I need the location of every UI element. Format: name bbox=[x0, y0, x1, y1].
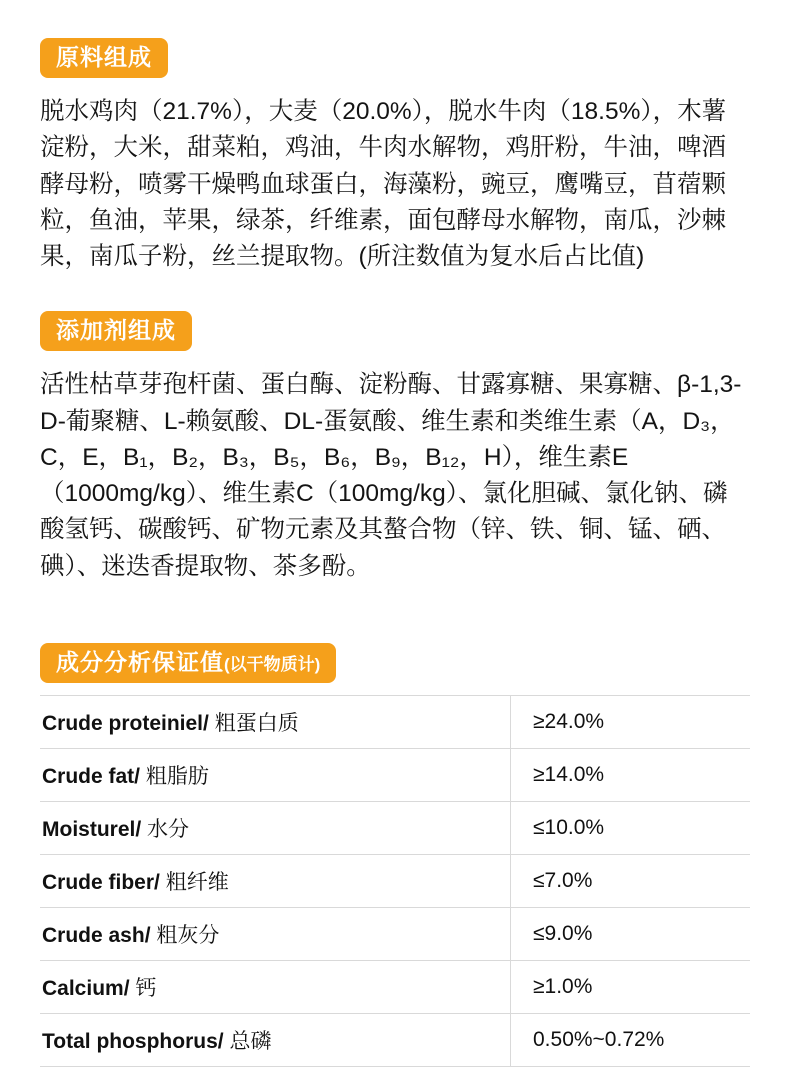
analysis-row-label-zh: 粗蛋白质 bbox=[208, 711, 299, 735]
analysis-row-label-en: Total phosphorus/ bbox=[42, 1029, 224, 1053]
analysis-row-label-en: Moisturel/ bbox=[42, 817, 142, 841]
ingredients-body-text: 脱水鸡肉（21.7%），大麦（20.0%），脱水牛肉（18.5%），木薯淀粉，大米，甜菜粕，鸡油，牛肉水解物，鸡肝粉，牛油，啤酒酵母粉，喷雾干燥鸭血球蛋白，海藻粉，豌豆，鹰嘴豆，苜蓿颗粒，鱼油，苹果，绿茶，纤维素，面包酵母水解物，南瓜，沙棘果，南瓜子粉，丝兰提取物。(所注数值为复水后占比值) bbox=[40, 98, 727, 270]
analysis-row-label-en: Crude fat/ bbox=[42, 764, 141, 788]
section-analysis bbox=[40, 643, 750, 1067]
additives-heading-text: 添加剂组成 bbox=[56, 317, 176, 344]
analysis-row-value: 0.50%~0.72% bbox=[511, 1013, 751, 1066]
analysis-row-label-en: Crude ash/ bbox=[42, 923, 151, 947]
analysis-row-value: ≤7.0% bbox=[511, 854, 751, 907]
analysis-row-value: ≤10.0% bbox=[511, 801, 751, 854]
table-row bbox=[40, 854, 750, 907]
analysis-heading-subtext: (以干物质计) bbox=[224, 654, 321, 674]
section-ingredients bbox=[40, 38, 750, 275]
analysis-row-label-en: Crude proteiniel/ bbox=[42, 711, 209, 735]
table-row bbox=[40, 1013, 750, 1066]
analysis-row-label-zh: 钙 bbox=[129, 976, 157, 1000]
analysis-row-label-zh: 粗灰分 bbox=[150, 923, 220, 947]
ingredients-heading-badge bbox=[40, 38, 168, 78]
analysis-row-label bbox=[40, 695, 511, 748]
analysis-row-label-zh: 粗脂肪 bbox=[140, 764, 209, 788]
analysis-row-value: ≥24.0% bbox=[511, 695, 751, 748]
analysis-row-value: ≥14.0% bbox=[511, 748, 751, 801]
additives-body-text: 活性枯草芽孢杆菌、蛋白酶、淀粉酶、甘露寡糖、果寡糖、β-1,3-D-葡聚糖、L-赖氨酸、DL-蛋氨酸、维生素和类维生素（A，D₃，C，E，B₁，B₂，B₃，B₅，B₆，B₉，B₁₂，H），维生素E（1000mg/kg）、维生素C（100mg/kg）、氯化胆碱、氯化钠、磷酸氢钙、碳酸钙、矿物元素及其螯合物（锌、铁、铜、锰、硒、碘）、迷迭香提取物、茶多酚。 bbox=[40, 371, 742, 580]
analysis-row-label bbox=[40, 907, 511, 960]
ingredients-heading-text: 原料组成 bbox=[56, 44, 152, 70]
table-row bbox=[40, 748, 750, 801]
analysis-row-label-zh: 水分 bbox=[141, 817, 190, 841]
analysis-row-label bbox=[40, 854, 511, 907]
analysis-table-body bbox=[40, 695, 750, 1066]
analysis-table bbox=[40, 695, 750, 1067]
analysis-row-label bbox=[40, 801, 511, 854]
analysis-row-label-zh: 总磷 bbox=[223, 1029, 272, 1053]
analysis-heading-text: 成分分析保证值 bbox=[56, 648, 224, 675]
table-row bbox=[40, 695, 750, 748]
analysis-row-label-en: Crude fiber/ bbox=[42, 870, 160, 894]
analysis-row-label bbox=[40, 960, 511, 1013]
additives-heading-badge bbox=[40, 311, 192, 351]
table-row bbox=[40, 801, 750, 854]
product-spec-page bbox=[0, 38, 790, 1053]
analysis-row-value: ≤9.0% bbox=[511, 907, 751, 960]
analysis-row-value: ≥1.0% bbox=[511, 960, 751, 1013]
analysis-row-label bbox=[40, 1013, 511, 1066]
analysis-row-label-en: Calcium/ bbox=[42, 976, 130, 1000]
analysis-row-label-zh: 粗纤维 bbox=[159, 870, 229, 894]
table-row bbox=[40, 907, 750, 960]
analysis-row-label bbox=[40, 748, 511, 801]
analysis-heading-badge bbox=[40, 643, 336, 683]
table-row bbox=[40, 960, 750, 1013]
section-additives bbox=[40, 311, 750, 585]
